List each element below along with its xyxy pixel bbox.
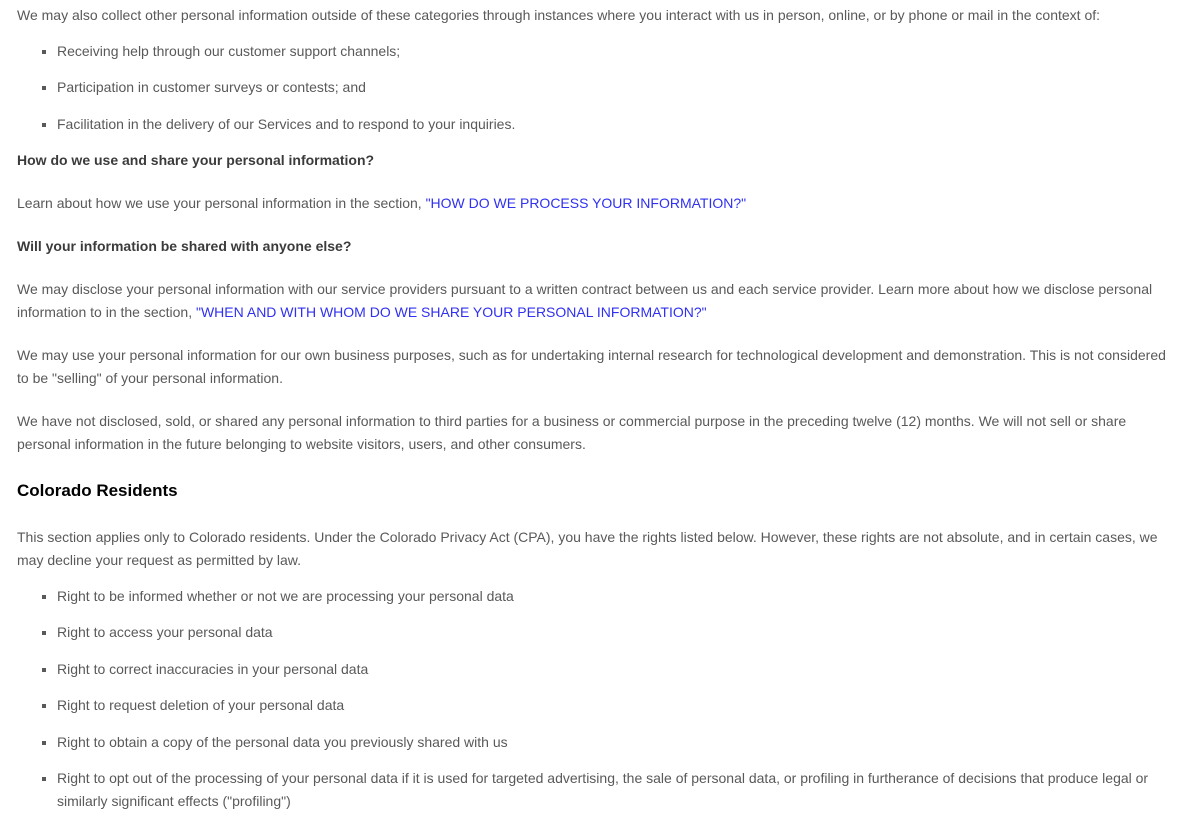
- list-item: Right to opt out of the processing of your personal data if it is used for targeted advertising, the sale of personal data, or profiling in furtherance of decisions that produce legal or similarly significant effects ("profiling"): [40, 767, 1180, 813]
- shared-else-question: Will your information be shared with anyone else?: [17, 238, 352, 254]
- share-information-link[interactable]: "WHEN AND WITH WHOM DO WE SHARE YOUR PERSONAL INFORMATION?": [196, 304, 707, 320]
- list-item: Right to correct inaccuracies in your personal data: [40, 658, 1180, 681]
- list-item: Right to obtain a copy of the personal data you previously shared with us: [40, 731, 1180, 754]
- colorado-heading: Colorado Residents: [17, 481, 178, 500]
- shared-else-text: We may disclose your personal information with our service providers pursuant to a written contract between us and each service provider. Learn more about how we disclose personal information to in the section,: [17, 281, 1153, 320]
- use-share-question: How do we use and share your personal information?: [17, 152, 375, 168]
- colorado-rights-list: [40, 585, 1180, 813]
- process-information-link[interactable]: "HOW DO WE PROCESS YOUR INFORMATION?": [425, 195, 747, 211]
- list-item: Participation in customer surveys or contests; and: [40, 76, 1180, 99]
- list-item: Right to request deletion of your personal data: [40, 694, 1180, 717]
- not-disclosed-paragraph: We have not disclosed, sold, or shared any personal information to third parties for a business or commercial purpose in the preceding twelve (12) months. We will not sell or share personal information in the future belonging to website visitors, users, and other consumers.: [17, 413, 1127, 452]
- use-share-paragraph: [17, 192, 1173, 215]
- colorado-intro-paragraph: This section applies only to Colorado residents. Under the Colorado Privacy Act (CPA), you have the rights listed below. However, these rights are not absolute, and in certain cases, we may decline your request as permitted by law.: [17, 529, 1158, 568]
- use-share-text: Learn about how we use your personal information in the section,: [17, 195, 426, 211]
- list-item: Facilitation in the delivery of our Services and to respond to your inquiries.: [40, 113, 1180, 136]
- list-item: Right to access your personal data: [40, 621, 1180, 644]
- list-item: Right to be informed whether or not we are processing your personal data: [40, 585, 1180, 608]
- context-list: [40, 40, 1180, 136]
- list-item: Receiving help through our customer support channels;: [40, 40, 1180, 63]
- intro-paragraph: We may also collect other personal information outside of these categories through instances where you interact with us in person, online, or by phone or mail in the context of:: [17, 7, 1101, 23]
- shared-else-paragraph: [17, 278, 1173, 324]
- business-purposes-paragraph: We may use your personal information for our own business purposes, such as for undertaking internal research for technological development and demonstration. This is not considered to be "selling" of your personal information.: [17, 347, 1166, 386]
